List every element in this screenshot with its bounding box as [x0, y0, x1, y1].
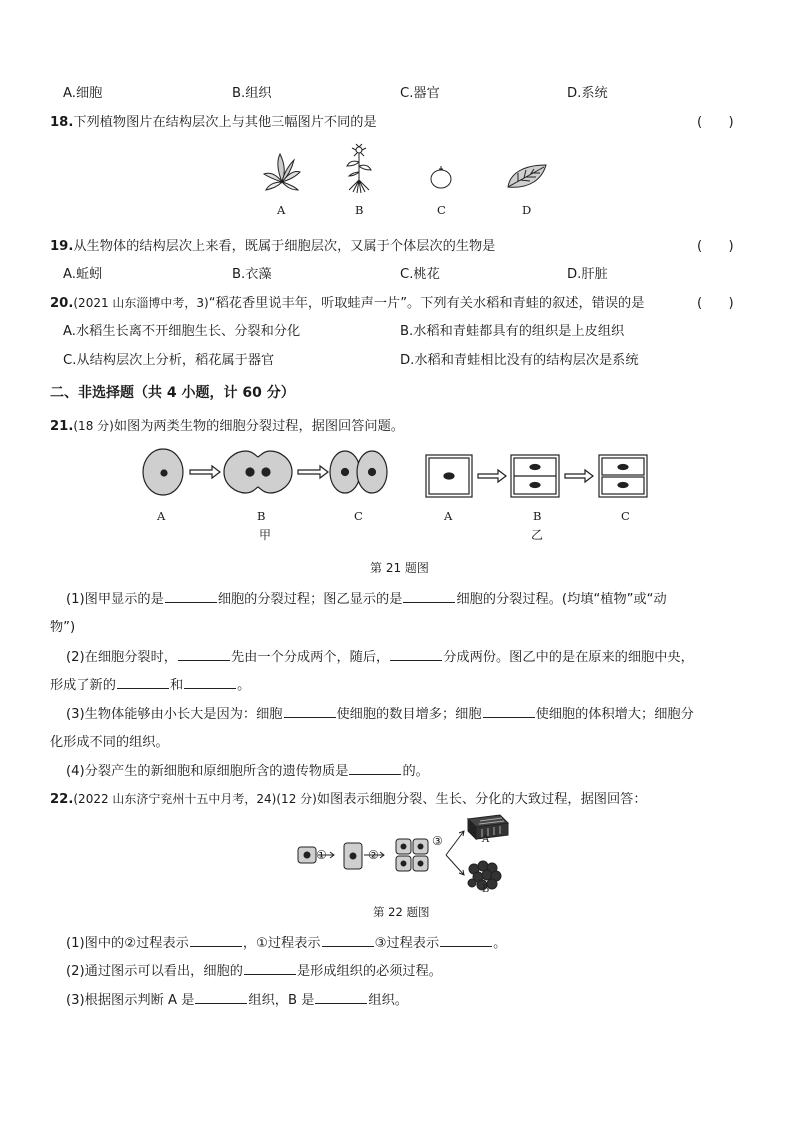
q18-answer-paren: ( ): [697, 115, 734, 130]
q21-sub4-text-b: 的。: [402, 764, 429, 779]
q21-sub2-text-d: 形成了新的: [50, 678, 116, 693]
q19-number: 19.: [50, 239, 74, 254]
q22-sub1-text-b: ，①过程表示: [242, 936, 321, 951]
q22-figure-caption: 第 22 题图: [373, 905, 430, 919]
q21-figure-yi: [424, 453, 654, 501]
q22-sub3-blank-2[interactable]: [315, 991, 367, 1004]
q21-sub2-text-c: 分成两份。图乙中的是在原来的细胞中央，: [443, 650, 694, 665]
q22-label-b: B: [482, 884, 490, 895]
q22-sub3-text-a: (3)根据图示判断 A 是: [66, 993, 195, 1008]
q22-step-1: ①: [316, 848, 327, 862]
q21-figure-jia: [140, 447, 390, 499]
q21-jia-label-c: C: [354, 509, 363, 523]
q18-label-b: B: [355, 203, 364, 217]
q19-text: 从生物体的结构层次上来看，既属于细胞层次，又属于个体层次的生物是: [73, 239, 496, 254]
q20-stem: [50, 292, 644, 311]
q21-group-yi: 乙: [531, 528, 544, 542]
q21-sub2-text-f: 。: [237, 678, 251, 693]
q19-stem: [50, 235, 495, 254]
q21-jia-label-a: A: [157, 509, 166, 523]
q22-sub3-text-b: 组织，B 是: [248, 993, 315, 1008]
q21-sub1-text-c: 细胞的分裂过程。(均填“植物”或“动: [456, 592, 667, 607]
q20-option-a: A.水稻生长离不开细胞生长、分裂和分化: [63, 324, 301, 339]
q19-option-c: C.桃花: [400, 267, 440, 282]
q22-sub1-blank-3[interactable]: [440, 934, 492, 947]
q21-sub2-text-b: 先由一个分成两个，随后，: [231, 650, 390, 665]
q22-sub2-text-b: 是形成组织的必须过程。: [296, 964, 442, 979]
q22-sub3-text-c: 组织。: [368, 993, 408, 1008]
q21-text: 如图为两类生物的细胞分裂过程，据图回答问题。: [113, 419, 404, 434]
q18-stem: [50, 111, 377, 130]
q22-sub1-text-c: ③过程表示: [374, 936, 440, 951]
q21-sub2: [66, 646, 694, 665]
q21-group-jia: 甲: [259, 528, 272, 542]
q20-option-b: B.水稻和青蛙都具有的组织是上皮组织: [400, 324, 625, 339]
q18-figure-c-fruit: [428, 164, 454, 190]
q21-number: 21.: [50, 419, 74, 434]
q22-source: (2022 山东济宁兖州十五中月考，24): [73, 792, 277, 806]
q22-number: 22.: [50, 792, 74, 807]
q21-jia-label-b: B: [257, 509, 266, 523]
q22-sub3: [66, 989, 408, 1008]
q18-number: 18.: [50, 115, 74, 130]
q19-option-d: D.肝脏: [567, 267, 608, 282]
q21-sub3: [66, 703, 694, 722]
q17-option-d: D.系统: [567, 86, 608, 101]
q18-figure-d-leaf: [506, 163, 548, 191]
q22-sub2: [66, 960, 442, 979]
q21-sub1: [66, 588, 667, 607]
q20-answer-paren: ( ): [697, 296, 734, 311]
q21-sub2-blank-2[interactable]: [390, 648, 442, 661]
q21-sub1-blank-1[interactable]: [165, 590, 217, 603]
q21-sub3-cont: 化形成不同的组织。: [50, 735, 169, 750]
q22-step-2: ②: [368, 848, 379, 862]
q18-text: 下列植物图片在结构层次上与其他三幅图片不同的是: [73, 115, 377, 130]
q21-sub4: [66, 760, 429, 779]
q18-label-a: A: [277, 203, 286, 217]
q21-sub3-blank-2[interactable]: [483, 705, 535, 718]
q21-sub3-text-c: 使细胞的体积增大；细胞分: [535, 707, 694, 722]
q20-option-d: D.水稻和青蛙相比没有的结构层次是系统: [400, 353, 639, 368]
q21-score: (18 分): [73, 419, 114, 433]
q21-yi-label-a: A: [444, 509, 453, 523]
q17-option-b: B.组织: [232, 86, 272, 101]
q22-score: (12 分): [276, 792, 317, 806]
q18-label-c: C: [437, 203, 446, 217]
q22-sub1-text-a: (1)图中的②过程表示: [66, 936, 189, 951]
q17-option-a: A.细胞: [63, 86, 103, 101]
q21-sub1-text-a: (1)图甲显示的是: [66, 592, 164, 607]
q18-label-d: D: [522, 203, 532, 217]
q21-sub1-blank-2[interactable]: [403, 590, 455, 603]
q20-source: (2021 山东淄博中考，3): [73, 296, 209, 310]
q21-sub4-text-a: (4)分裂产生的新细胞和原细胞所含的遗传物质是: [66, 764, 349, 779]
q21-sub2-text-a: (2)在细胞分裂时，: [66, 650, 177, 665]
q21-yi-label-c: C: [621, 509, 630, 523]
q22-sub1-blank-2[interactable]: [322, 934, 374, 947]
q21-sub2-blank-3[interactable]: [117, 676, 169, 689]
q21-stem: [50, 415, 404, 434]
q22-sub1-text-d: 。: [493, 936, 507, 951]
q17-option-c: C.器官: [400, 86, 440, 101]
q18-figure-b-plant-with-root: [343, 144, 375, 194]
q22-sub2-text-a: (2)通过图示可以看出，细胞的: [66, 964, 243, 979]
q19-answer-paren: ( ): [697, 239, 734, 254]
q22-sub1-blank-1[interactable]: [190, 934, 242, 947]
q21-sub2-text-e: 和: [169, 678, 184, 693]
q19-option-a: A.蚯蚓: [63, 267, 103, 282]
q20-number: 20.: [50, 296, 74, 311]
q21-sub2-blank-1[interactable]: [178, 648, 230, 661]
q21-sub2-cont: [50, 674, 250, 693]
q22-stem: [50, 788, 647, 807]
q21-sub3-blank-1[interactable]: [284, 705, 336, 718]
q21-sub2-blank-4[interactable]: [184, 676, 236, 689]
q21-yi-label-b: B: [533, 509, 542, 523]
q19-option-b: B.衣藻: [232, 267, 272, 282]
q22-step-3: ③: [432, 834, 443, 848]
q21-figure-caption: 第 21 题图: [370, 561, 429, 575]
q22-sub1: [66, 932, 506, 951]
q22-sub2-blank-1[interactable]: [244, 962, 296, 975]
q21-sub1-text-b: 细胞的分裂过程；图乙显示的是: [217, 592, 403, 607]
section-two-title: 二、非选择题（共 4 小题，计 60 分）: [50, 385, 295, 401]
q22-text: 如图表示细胞分裂、生长、分化的大致过程，据图回答：: [316, 792, 647, 807]
q22-label-a: A: [482, 834, 490, 845]
q21-sub1-cont: 物”): [50, 620, 76, 635]
q18-figure-a-plant: [262, 152, 302, 192]
q21-sub4-blank-1[interactable]: [349, 762, 401, 775]
q20-text: “稻花香里说丰年，听取蛙声一片”。下列有关水稻和青蛙的叙述，错误的是: [208, 296, 645, 311]
q21-sub3-text-a: (3)生物体能够由小长大是因为：细胞: [66, 707, 283, 722]
q21-sub3-text-b: 使细胞的数目增多；细胞: [336, 707, 482, 722]
q20-option-c: C.从结构层次上分析，稻花属于器官: [63, 353, 275, 368]
q22-sub3-blank-1[interactable]: [195, 991, 247, 1004]
